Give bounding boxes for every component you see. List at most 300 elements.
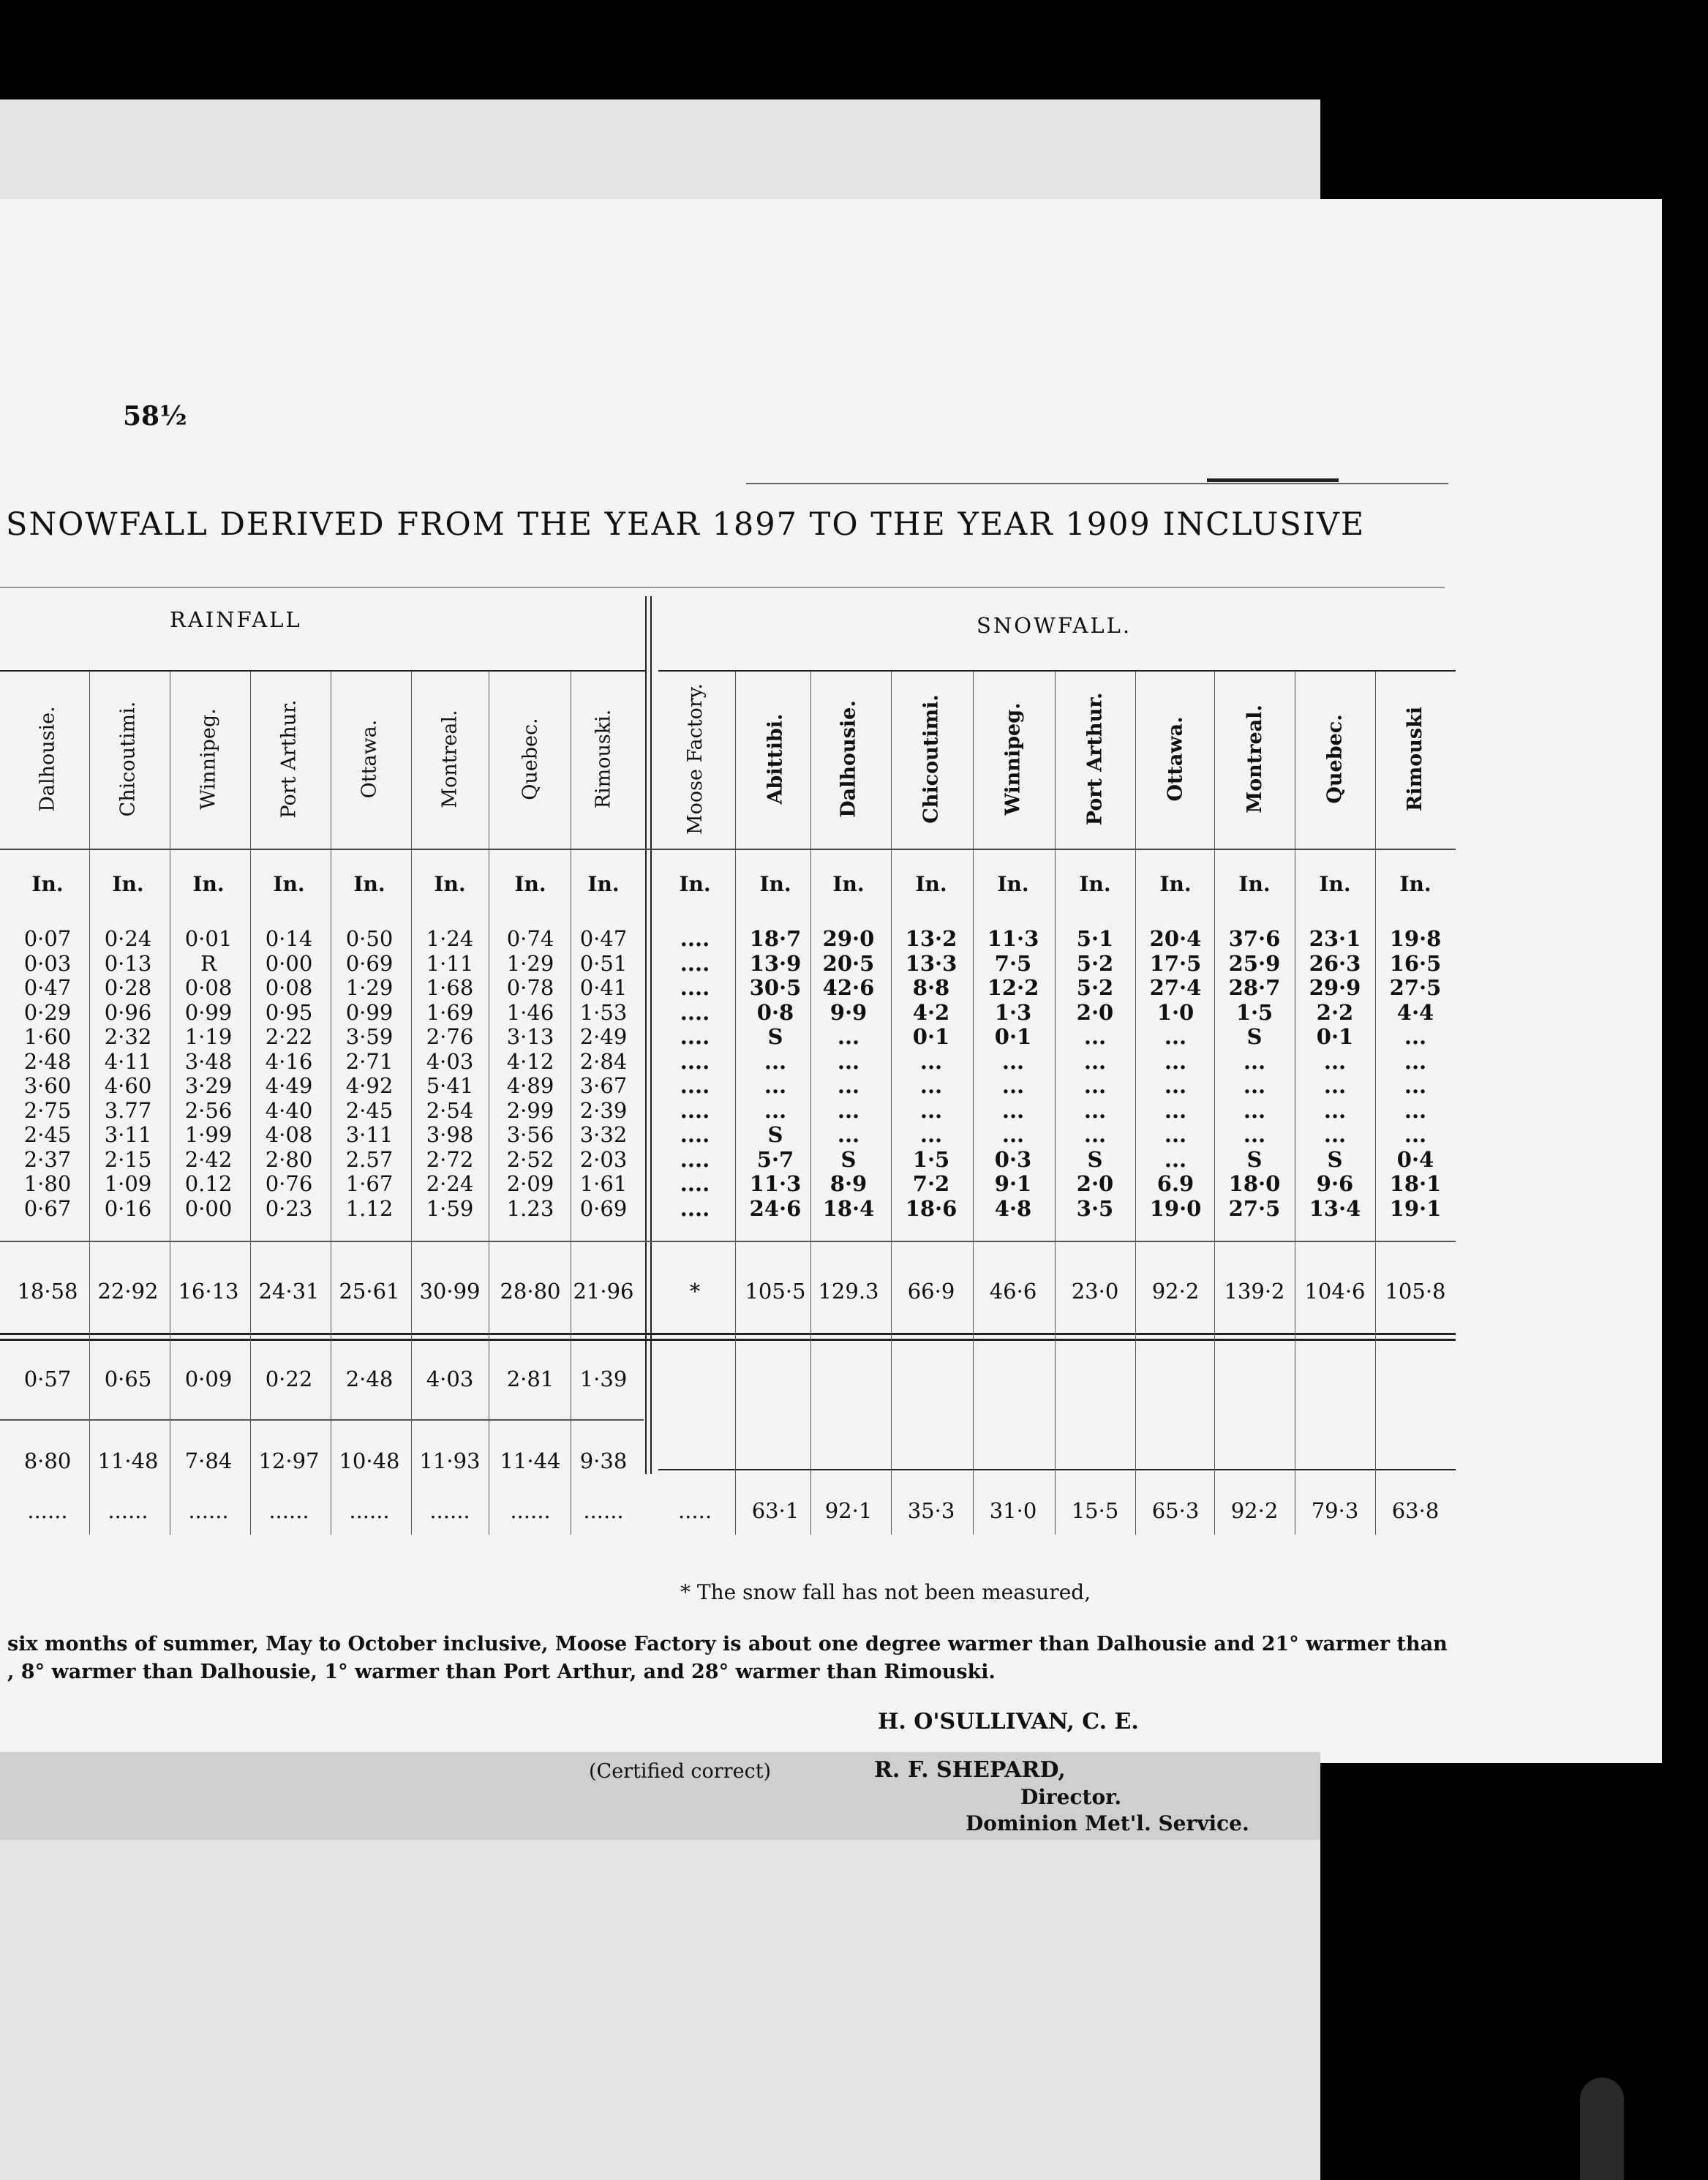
section-divider: [650, 596, 652, 1474]
rain-cell: 2·22: [265, 1024, 313, 1049]
totals-rule: [0, 1333, 1456, 1335]
snow-cell: ...: [1164, 1073, 1187, 1098]
decorative-rule: [746, 483, 1448, 484]
snow-unit-label: In.: [1159, 872, 1192, 896]
snow-cell: S: [767, 1122, 783, 1147]
rain-cell: 4·12: [506, 1048, 554, 1074]
rain-cell: 0·29: [23, 999, 72, 1025]
rain-cell: 0·99: [184, 999, 233, 1025]
snow-cell: 5·1: [1076, 926, 1114, 951]
snow-cell: 2·2: [1316, 999, 1354, 1025]
rain-cell: 1·24: [426, 926, 474, 951]
snow-summary: 15·5: [1071, 1498, 1119, 1523]
snow-cell: 23·1: [1309, 926, 1361, 951]
snow-cell: 29·9: [1309, 975, 1361, 1000]
snow-unit-label: In.: [1238, 872, 1271, 896]
rain-cell: 1.23: [506, 1195, 554, 1221]
snow-cell: ....: [680, 950, 710, 976]
snow-col-moose-factory-header: Moose Factory.: [683, 683, 707, 835]
rain-summary-1: 0·22: [265, 1367, 313, 1391]
rain-cell: 0·41: [579, 975, 628, 1000]
snow-col-chicoutimi-header: Chicoutimi.: [919, 694, 943, 824]
snow-cell: ....: [680, 1048, 710, 1074]
rain-col-dalhousie-header: Dalhousie.: [36, 705, 59, 812]
snow-col-winnipeg-header: Winnipeg.: [1001, 702, 1025, 815]
snow-cell: ....: [680, 1097, 710, 1123]
rain-total: 28·80: [500, 1279, 561, 1304]
snow-cell: S: [840, 1146, 857, 1172]
snow-cell: ...: [1243, 1073, 1266, 1098]
rain-cell: 3·32: [579, 1122, 628, 1147]
snow-cell: 13·4: [1309, 1195, 1361, 1221]
snow-cell: 1·5: [1235, 999, 1274, 1025]
snow-cell: ...: [1164, 1146, 1187, 1172]
rain-cell: 0·69: [579, 1195, 628, 1221]
snow-cell: 20·5: [822, 950, 875, 976]
snow-cell: 37·6: [1228, 926, 1281, 951]
snow-cell: ...: [1404, 1097, 1427, 1123]
summary-rule: [0, 1419, 644, 1421]
snow-cell: 18·7: [749, 926, 802, 951]
rain-cell: 4·03: [426, 1048, 474, 1074]
rain-summary-1: 0·57: [23, 1367, 72, 1391]
snow-summary: 31·0: [989, 1498, 1037, 1523]
certified-correct: (Certified correct): [589, 1760, 772, 1783]
snow-cell: 17·5: [1149, 950, 1202, 976]
rain-unit-label: In.: [587, 872, 620, 896]
rain-cell: 0·14: [265, 926, 313, 951]
snow-cell: 18·0: [1228, 1171, 1281, 1196]
snow-cell: ....: [680, 975, 710, 1000]
snow-cell: 11·3: [749, 1171, 802, 1196]
snow-cell: ...: [1164, 1097, 1187, 1123]
rain-cell: 2·15: [104, 1146, 152, 1172]
totals-rule: [0, 1339, 1456, 1341]
snow-unit-label: In.: [832, 872, 865, 896]
snow-total: 129.3: [818, 1279, 879, 1304]
snow-cell: 12·2: [987, 975, 1039, 1000]
snow-cell: ....: [680, 1122, 710, 1147]
rain-total: 21·96: [573, 1279, 634, 1304]
rain-unit-label: In.: [353, 872, 385, 896]
rain-cell: 0.12: [184, 1171, 233, 1196]
rain-cell: 2·75: [23, 1097, 72, 1123]
snow-summary: 92·2: [1230, 1498, 1279, 1523]
rain-cell: 0·47: [579, 926, 628, 951]
snow-cell: ...: [1001, 1097, 1025, 1123]
snow-total: 23·0: [1071, 1279, 1119, 1304]
decorative-rule: [0, 587, 1445, 588]
snow-col-port-arthur-header: Port Arthur.: [1083, 692, 1107, 825]
snow-summary: 35·3: [907, 1498, 955, 1523]
snow-cell: 5·2: [1076, 950, 1114, 976]
rain-total: 16·13: [178, 1279, 239, 1304]
snow-cell: ....: [680, 926, 710, 951]
rain-cell: 0·95: [265, 999, 313, 1025]
snow-summary: 63·1: [751, 1498, 800, 1523]
rain-cell: 0·03: [23, 950, 72, 976]
snow-unit-label: In.: [997, 872, 1029, 896]
rain-cell: 0·69: [345, 950, 394, 976]
rain-cell: 2·84: [579, 1048, 628, 1074]
snow-cell: ...: [1404, 1122, 1427, 1147]
snow-cell: 0·1: [1316, 1024, 1354, 1049]
rain-cell: 4·60: [104, 1073, 152, 1098]
rain-col-montreal-header: Montreal.: [438, 709, 462, 808]
rain-cell: 1·09: [104, 1171, 152, 1196]
snow-summary: 63·8: [1391, 1498, 1440, 1523]
snow-col-quebec-header: Quebec.: [1323, 713, 1347, 804]
rain-summary-dots: ......: [583, 1498, 624, 1523]
snow-cell: 0·1: [994, 1024, 1032, 1049]
snow-total: 92·2: [1151, 1279, 1200, 1304]
rain-unit-label: In.: [514, 872, 546, 896]
rain-cell: 4·08: [265, 1122, 313, 1147]
snow-cell: 29·0: [822, 926, 875, 951]
scan-artifact: [1580, 2078, 1624, 2180]
rain-cell: 3·48: [184, 1048, 233, 1074]
snow-cell: 19·8: [1389, 926, 1442, 951]
snow-total: 105·5: [745, 1279, 806, 1304]
rain-summary-1: 2·81: [506, 1367, 554, 1391]
rain-cell: 1·68: [426, 975, 474, 1000]
rain-cell: 0·78: [506, 975, 554, 1000]
rain-cell: 2·56: [184, 1097, 233, 1123]
snow-total: 66·9: [907, 1279, 955, 1304]
snow-col-rimouski-header: Rimouski: [1404, 706, 1427, 811]
snow-total: 46·6: [989, 1279, 1037, 1304]
rain-summary-dots: ......: [108, 1498, 148, 1523]
snow-cell: ...: [1243, 1122, 1266, 1147]
snow-cell: 4·8: [994, 1195, 1032, 1221]
snow-cell: 1·0: [1156, 999, 1195, 1025]
snow-cell: ...: [764, 1048, 787, 1074]
snow-total: *: [689, 1279, 701, 1304]
snow-cell: ...: [1083, 1048, 1107, 1074]
snow-cell: 30·5: [749, 975, 802, 1000]
snow-cell: 18·6: [905, 1195, 958, 1221]
rain-cell: 0·23: [265, 1195, 313, 1221]
snow-cell: 18·1: [1389, 1171, 1442, 1196]
snow-total: 139·2: [1224, 1279, 1285, 1304]
snow-cell: ...: [1001, 1048, 1025, 1074]
snowfall-heading: SNOWFALL.: [977, 613, 1132, 638]
rain-cell: 4·11: [104, 1048, 152, 1074]
rain-cell: 3·56: [506, 1122, 554, 1147]
signature-shepard-org: Dominion Met'l. Service.: [966, 1811, 1249, 1835]
snow-cell: ....: [680, 1146, 710, 1172]
rain-cell: 3.77: [104, 1097, 152, 1123]
snow-cell: ...: [764, 1097, 787, 1123]
rain-cell: 1·11: [426, 950, 474, 976]
snow-cell: ...: [1323, 1122, 1347, 1147]
rain-cell: 3·67: [579, 1073, 628, 1098]
snow-cell: 9·1: [994, 1171, 1032, 1196]
rain-cell: 0·67: [23, 1195, 72, 1221]
rain-summary-2: 10·48: [339, 1448, 400, 1473]
header-top-rule: [0, 670, 645, 672]
snow-cell: 28·7: [1228, 975, 1281, 1000]
snow-cell: ...: [1243, 1048, 1266, 1074]
snow-col-abittibi-header: Abittibi.: [764, 713, 787, 804]
snow-cell: 42·6: [822, 975, 875, 1000]
rain-summary-2: 12·97: [258, 1448, 320, 1473]
snow-unit-label: In.: [679, 872, 711, 896]
rain-cell: 3·13: [506, 1024, 554, 1049]
snow-col-ottawa-header: Ottawa.: [1164, 715, 1187, 802]
rain-cell: 3·11: [104, 1122, 152, 1147]
rain-unit-label: In.: [112, 872, 144, 896]
header-top-rule: [658, 670, 1456, 672]
note-line-1: six months of summer, May to October inclusive, Moose Factory is about one degree warmer than Dalhousie and 21° warmer than: [7, 1633, 1448, 1655]
rain-summary-2: 7·84: [184, 1448, 233, 1473]
rain-col-rimouski-header: Rimouski.: [592, 709, 615, 808]
rain-unit-label: In.: [31, 872, 64, 896]
snow-summary: 92·1: [824, 1498, 873, 1523]
snow-cell: 11·3: [987, 926, 1039, 951]
rain-cell: 1·29: [345, 975, 394, 1000]
snow-cell: 0·8: [756, 999, 794, 1025]
rain-cell: 0·08: [265, 975, 313, 1000]
rain-cell: 0·99: [345, 999, 394, 1025]
snow-unit-label: In.: [915, 872, 947, 896]
rain-summary-1: 0·09: [184, 1367, 233, 1391]
snow-cell: 8·8: [912, 975, 950, 1000]
snow-cell: 4·4: [1396, 999, 1434, 1025]
rain-summary-2: 11·48: [97, 1448, 159, 1473]
rain-cell: 4·92: [345, 1073, 394, 1098]
snow-cell: ...: [1164, 1024, 1187, 1049]
snow-cell: 13·9: [749, 950, 802, 976]
rain-cell: 0·50: [345, 926, 394, 951]
rain-cell: R: [200, 950, 217, 976]
rain-cell: 2·45: [23, 1122, 72, 1147]
rain-unit-label: In.: [273, 872, 305, 896]
snow-cell: 3·5: [1076, 1195, 1114, 1221]
rain-cell: 2·80: [265, 1146, 313, 1172]
rain-cell: 0·13: [104, 950, 152, 976]
snow-summary: 65·3: [1151, 1498, 1200, 1523]
snow-cell: ...: [1164, 1048, 1187, 1074]
snow-cell: S: [1327, 1146, 1343, 1172]
snow-cell: ...: [919, 1048, 943, 1074]
rain-cell: 3·59: [345, 1024, 394, 1049]
snow-total: 104·6: [1304, 1279, 1366, 1304]
rain-summary-1: 1·39: [579, 1367, 628, 1391]
snow-cell: S: [767, 1024, 783, 1049]
rain-summary-1: 2·48: [345, 1367, 394, 1391]
page-number: 58½: [123, 401, 187, 432]
totals-top-rule: [0, 1241, 1456, 1242]
snow-cell: 9·6: [1316, 1171, 1354, 1196]
snow-cell: 27·5: [1228, 1195, 1281, 1221]
rain-total: 30·99: [419, 1279, 481, 1304]
snow-cell: ...: [1083, 1073, 1107, 1098]
snow-cell: 19·0: [1149, 1195, 1202, 1221]
snow-cell: ...: [1083, 1024, 1107, 1049]
rain-total: 22·92: [97, 1279, 159, 1304]
snow-cell: ...: [1404, 1048, 1427, 1074]
rain-col-ottawa-header: Ottawa.: [358, 719, 381, 798]
snow-summary: 79·3: [1311, 1498, 1359, 1523]
snow-cell: 7·2: [912, 1171, 950, 1196]
page-title: SNOWFALL DERIVED FROM THE YEAR 1897 TO THE YEAR 1909 INCLUSIVE: [6, 506, 1366, 543]
rain-cell: 1·59: [426, 1195, 474, 1221]
snow-cell: S: [1246, 1024, 1263, 1049]
snow-cell: ...: [1001, 1122, 1025, 1147]
snow-total: 105·8: [1385, 1279, 1446, 1304]
snow-unit-label: In.: [1079, 872, 1111, 896]
signature-shepard-title: Director.: [1020, 1785, 1122, 1809]
rain-total: 25·61: [339, 1279, 400, 1304]
rain-total: 24·31: [258, 1279, 320, 1304]
rain-cell: 0·16: [104, 1195, 152, 1221]
rain-cell: 2·76: [426, 1024, 474, 1049]
snow-cell: ...: [1164, 1122, 1187, 1147]
rain-total: 18·58: [17, 1279, 78, 1304]
snow-cell: ...: [1083, 1122, 1107, 1147]
rain-cell: 3·60: [23, 1073, 72, 1098]
rain-summary-1: 0·65: [104, 1367, 152, 1391]
snow-cell: ...: [837, 1048, 860, 1074]
rain-cell: 1·19: [184, 1024, 233, 1049]
snow-cell: ...: [1323, 1097, 1347, 1123]
snow-unit-label: In.: [759, 872, 791, 896]
snow-cell: 13·2: [905, 926, 958, 951]
rain-cell: 2·52: [506, 1146, 554, 1172]
rain-cell: 0·74: [506, 926, 554, 951]
rain-cell: 1·46: [506, 999, 554, 1025]
rain-cell: 2·99: [506, 1097, 554, 1123]
snow-cell: 13·3: [905, 950, 958, 976]
rain-summary-dots: ......: [268, 1498, 309, 1523]
rain-summary-2: 9·38: [579, 1448, 628, 1473]
rain-cell: 0·00: [265, 950, 313, 976]
summary-rule: [658, 1469, 1456, 1470]
snow-cell: 4·2: [912, 999, 950, 1025]
rain-unit-label: In.: [192, 872, 225, 896]
snow-cell: 1·5: [912, 1146, 950, 1172]
signature-shepard: R. F. SHEPARD,: [874, 1757, 1066, 1783]
snow-cell: 27·4: [1149, 975, 1202, 1000]
rain-cell: 1·67: [345, 1171, 394, 1196]
snow-cell: ...: [1323, 1048, 1347, 1074]
rain-cell: 1·29: [506, 950, 554, 976]
section-divider: [645, 596, 647, 1474]
snow-cell: ...: [837, 1024, 860, 1049]
snow-cell: 2·0: [1076, 1171, 1114, 1196]
snow-cell: ....: [680, 999, 710, 1025]
rain-cell: 3·98: [426, 1122, 474, 1147]
snow-cell: 26·3: [1309, 950, 1361, 976]
footnote: * The snow fall has not been measured,: [680, 1580, 1091, 1604]
snow-cell: ...: [837, 1122, 860, 1147]
rain-cell: 1·60: [23, 1024, 72, 1049]
rain-cell: 0·96: [104, 999, 152, 1025]
rain-cell: 4·16: [265, 1048, 313, 1074]
rain-cell: 5·41: [426, 1073, 474, 1098]
rain-cell: 4·49: [265, 1073, 313, 1098]
snow-cell: 16·5: [1389, 950, 1442, 976]
snow-cell: S: [1087, 1146, 1103, 1172]
snow-cell: 8·9: [829, 1171, 868, 1196]
rain-cell: 1·53: [579, 999, 628, 1025]
snow-cell: 0·4: [1396, 1146, 1434, 1172]
snow-cell: 5·2: [1076, 975, 1114, 1000]
snow-cell: ...: [919, 1122, 943, 1147]
rain-cell: 0·07: [23, 926, 72, 951]
rain-cell: 1·69: [426, 999, 474, 1025]
snow-cell: 27·5: [1389, 975, 1442, 1000]
rain-summary-dots: ......: [188, 1498, 229, 1523]
snow-cell: 24·6: [749, 1195, 802, 1221]
note-line-2: , 8° warmer than Dalhousie, 1° warmer than Port Arthur, and 28° warmer than Rimouski.: [7, 1661, 996, 1683]
snow-cell: 1·3: [994, 999, 1032, 1025]
rain-cell: 2·37: [23, 1146, 72, 1172]
rain-cell: 2·45: [345, 1097, 394, 1123]
rain-cell: 4·40: [265, 1097, 313, 1123]
signature-osullivan: H. O'SULLIVAN, C. E.: [878, 1709, 1139, 1734]
snow-cell: 25·9: [1228, 950, 1281, 976]
rain-summary-dots: ......: [27, 1498, 68, 1523]
snow-cell: ....: [680, 1195, 710, 1221]
rain-cell: 0·00: [184, 1195, 233, 1221]
snow-unit-label: In.: [1399, 872, 1432, 896]
snow-unit-label: In.: [1319, 872, 1351, 896]
snow-cell: S: [1246, 1146, 1263, 1172]
rain-cell: 2·71: [345, 1048, 394, 1074]
rain-cell: 1·61: [579, 1171, 628, 1196]
snow-cell: 6.9: [1156, 1171, 1195, 1196]
snow-cell: ....: [680, 1024, 710, 1049]
snow-cell: ...: [1404, 1073, 1427, 1098]
snow-cell: ...: [837, 1097, 860, 1123]
snow-cell: ...: [764, 1073, 787, 1098]
snow-cell: ...: [1001, 1073, 1025, 1098]
rain-summary-2: 8·80: [23, 1448, 72, 1473]
rain-cell: 2·72: [426, 1146, 474, 1172]
rain-cell: 4·89: [506, 1073, 554, 1098]
rain-cell: 0·01: [184, 926, 233, 951]
rain-cell: 1·99: [184, 1122, 233, 1147]
rain-cell: 2·32: [104, 1024, 152, 1049]
snow-cell: 18·4: [822, 1195, 875, 1221]
snow-cell: ...: [1323, 1073, 1347, 1098]
rain-cell: 2·49: [579, 1024, 628, 1049]
rain-cell: 0·51: [579, 950, 628, 976]
rain-cell: 2·54: [426, 1097, 474, 1123]
snow-cell: ....: [680, 1073, 710, 1098]
snow-cell: ...: [1243, 1097, 1266, 1123]
rain-summary-2: 11·44: [500, 1448, 561, 1473]
snow-cell: 7·5: [994, 950, 1032, 976]
snow-cell: 5·7: [756, 1146, 794, 1172]
rain-col-chicoutimi-header: Chicoutimi.: [116, 701, 140, 816]
snow-cell: 9·9: [829, 999, 868, 1025]
rain-cell: 2·48: [23, 1048, 72, 1074]
rain-cell: 0·28: [104, 975, 152, 1000]
rain-summary-dots: ......: [349, 1498, 390, 1523]
rain-col-winnipeg-header: Winnipeg.: [197, 707, 220, 810]
rain-cell: 1.12: [345, 1195, 394, 1221]
rainfall-heading: RAINFALL: [170, 607, 302, 632]
snow-col-montreal-header: Montreal.: [1243, 704, 1266, 813]
snow-cell: 0·3: [994, 1146, 1032, 1172]
snow-cell: ....: [680, 1171, 710, 1196]
snow-cell: 0·1: [912, 1024, 950, 1049]
rain-cell: 2·42: [184, 1146, 233, 1172]
rain-cell: 0·76: [265, 1171, 313, 1196]
